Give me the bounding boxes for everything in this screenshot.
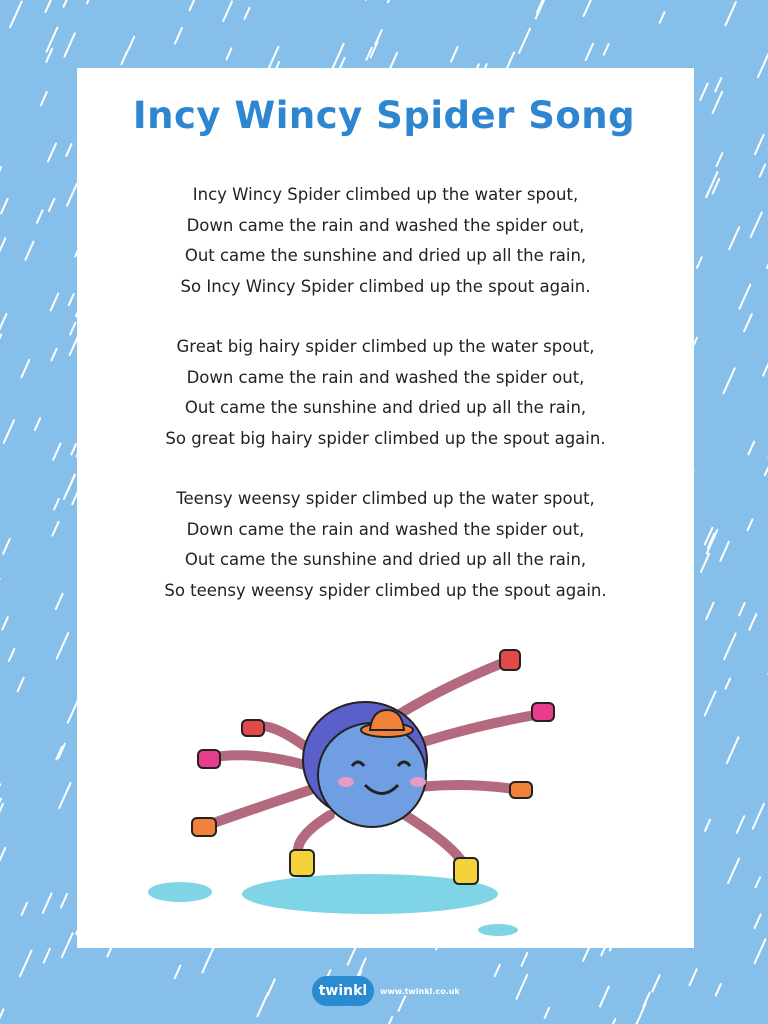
shoe-shape bbox=[198, 750, 220, 768]
lyric-line: Great big hairy spider climbed up the water spout, bbox=[176, 337, 595, 356]
raindrop-streak bbox=[697, 257, 702, 267]
raindrop-streak bbox=[64, 33, 74, 56]
raindrop-streak bbox=[64, 0, 70, 7]
raindrop-streak bbox=[64, 475, 75, 499]
verse-2 bbox=[77, 332, 694, 454]
raindrop-streak bbox=[53, 444, 60, 460]
spider-icon bbox=[140, 640, 580, 940]
raindrop-streak bbox=[18, 678, 24, 691]
raindrop-streak bbox=[52, 522, 58, 536]
raindrop-streak bbox=[0, 1009, 3, 1024]
raindrop-streak bbox=[610, 1019, 615, 1024]
raindrop-streak bbox=[758, 54, 768, 77]
raindrop-streak bbox=[749, 614, 756, 629]
raindrop-streak bbox=[202, 947, 213, 972]
raindrop-streak bbox=[652, 975, 659, 991]
raindrop-streak bbox=[760, 165, 765, 177]
footer-url[interactable]: www.twinkl.co.uk bbox=[380, 986, 460, 996]
twinkl-logo-icon[interactable]: twinkl bbox=[312, 976, 374, 1006]
raindrop-streak bbox=[67, 183, 77, 205]
raindrop-streak bbox=[495, 965, 500, 976]
raindrop-streak bbox=[739, 285, 750, 309]
raindrop-streak bbox=[1, 199, 7, 213]
verse-3 bbox=[77, 484, 694, 606]
cheek-shape bbox=[338, 777, 354, 787]
raindrop-streak bbox=[586, 44, 593, 60]
raindrop-streak bbox=[451, 47, 457, 61]
raindrop-streak bbox=[751, 212, 762, 237]
raindrop-streak bbox=[755, 939, 766, 963]
raindrop-streak bbox=[744, 314, 752, 331]
raindrop-streak bbox=[2, 617, 7, 629]
raindrop-streak bbox=[48, 144, 56, 162]
raindrop-streak bbox=[21, 360, 29, 377]
raindrop-streak bbox=[388, 0, 395, 2]
raindrop-streak bbox=[128, 37, 134, 50]
raindrop-streak bbox=[268, 979, 275, 995]
raindrop-streak bbox=[689, 969, 696, 985]
raindrop-streak bbox=[0, 238, 5, 262]
raindrop-streak bbox=[87, 0, 97, 3]
raindrop-streak bbox=[45, 0, 53, 12]
raindrop-streak bbox=[739, 603, 745, 615]
raindrop-streak bbox=[257, 993, 267, 1016]
raindrop-streak bbox=[725, 2, 735, 25]
lyric-line: So Incy Wincy Spider climbed up the spout again. bbox=[180, 276, 591, 296]
raindrop-streak bbox=[705, 692, 716, 716]
raindrop-streak bbox=[62, 933, 73, 957]
raindrop-streak bbox=[375, 30, 382, 44]
raindrop-streak bbox=[755, 135, 764, 154]
shoe-shape bbox=[510, 782, 532, 798]
raindrop-streak bbox=[223, 1, 232, 21]
raindrop-streak bbox=[43, 893, 52, 912]
raindrop-streak bbox=[0, 167, 1, 182]
raindrop-streak bbox=[727, 737, 739, 763]
shoe-shape bbox=[532, 703, 554, 721]
raindrop-streak bbox=[59, 783, 70, 808]
cheek-shape bbox=[410, 777, 426, 787]
raindrop-streak bbox=[728, 859, 739, 883]
page-title: Incy Wincy Spider Song bbox=[132, 94, 636, 137]
raindrop-streak bbox=[3, 539, 10, 553]
raindrop-streak bbox=[35, 418, 40, 430]
raindrop-streak bbox=[9, 649, 14, 661]
raindrop-streak bbox=[584, 0, 591, 16]
raindrop-streak bbox=[748, 520, 753, 531]
raindrop-streak bbox=[0, 848, 5, 863]
lyric-line: Teensy weensy spider climbed up the water spout, bbox=[176, 489, 595, 508]
raindrop-streak bbox=[54, 499, 59, 509]
lyric-line: So great big hairy spider climbed up the spout again. bbox=[165, 428, 606, 448]
raindrop-streak bbox=[729, 227, 739, 249]
raindrop-streak bbox=[22, 903, 27, 915]
puddle-shape bbox=[148, 882, 212, 902]
raindrop-streak bbox=[717, 153, 723, 166]
raindrop-streak bbox=[724, 368, 735, 393]
raindrop-streak bbox=[600, 987, 609, 1007]
raindrop-streak bbox=[716, 984, 721, 995]
raindrop-streak bbox=[49, 199, 54, 211]
raindrop-streak bbox=[763, 354, 768, 376]
lyric-line: Incy Wincy Spider climbed up the water spout, bbox=[192, 185, 579, 204]
raindrop-streak bbox=[516, 975, 527, 999]
raindrop-streak bbox=[0, 804, 3, 826]
shoe-shape bbox=[454, 858, 478, 884]
raindrop-streak bbox=[753, 804, 764, 829]
raindrop-streak bbox=[190, 0, 201, 10]
raindrop-streak bbox=[522, 953, 528, 966]
raindrop-streak bbox=[701, 554, 709, 572]
raindrop-streak bbox=[706, 603, 713, 619]
raindrop-streak bbox=[715, 78, 721, 91]
raindrop-streak bbox=[121, 51, 127, 64]
raindrop-streak bbox=[57, 633, 69, 659]
raindrop-streak bbox=[707, 530, 718, 553]
raindrop-streak bbox=[726, 678, 731, 688]
raindrop-streak bbox=[56, 594, 63, 609]
lyric-line: So teensy weensy spider climbed up the spout again. bbox=[164, 580, 607, 600]
raindrop-streak bbox=[536, 0, 544, 18]
raindrop-streak bbox=[705, 820, 710, 831]
raindrop-streak bbox=[226, 48, 231, 59]
lyric-line: Down came the rain and washed the spider out, bbox=[186, 519, 585, 539]
lyric-line: Out came the sunshine and dried up all the rain, bbox=[184, 246, 587, 265]
raindrop-streak bbox=[25, 242, 33, 260]
spider-head bbox=[318, 723, 426, 827]
raindrop-streak bbox=[756, 877, 761, 887]
raindrop-streak bbox=[604, 44, 609, 55]
shoe-shape bbox=[192, 818, 216, 836]
raindrop-streak bbox=[37, 210, 43, 222]
raindrop-streak bbox=[61, 894, 67, 908]
raindrop-streak bbox=[737, 816, 744, 833]
raindrop-streak bbox=[10, 2, 22, 28]
lyrics bbox=[77, 180, 694, 636]
raindrop-streak bbox=[69, 294, 74, 305]
shoe-shape bbox=[500, 650, 520, 670]
lyric-line: Out came the sunshine and dried up all the rain, bbox=[184, 550, 587, 569]
lyric-line: Down came the rain and washed the spider out, bbox=[186, 215, 585, 235]
raindrop-streak bbox=[545, 1008, 550, 1018]
raindrop-streak bbox=[724, 634, 735, 659]
verse-1 bbox=[77, 180, 694, 302]
raindrop-streak bbox=[71, 444, 76, 454]
raindrop-streak bbox=[66, 144, 71, 156]
raindrop-streak bbox=[388, 1017, 393, 1024]
raindrop-streak bbox=[44, 949, 50, 963]
shoe-shape bbox=[290, 850, 314, 876]
puddle-shape bbox=[478, 924, 518, 936]
raindrop-streak bbox=[51, 294, 59, 311]
raindrop-streak bbox=[755, 914, 761, 928]
raindrop-streak bbox=[0, 335, 1, 347]
raindrop-streak bbox=[51, 349, 56, 360]
raindrop-streak bbox=[70, 323, 75, 335]
raindrop-streak bbox=[660, 12, 665, 22]
lyric-line: Out came the sunshine and dried up all the rain, bbox=[184, 398, 587, 417]
raindrop-streak bbox=[748, 441, 754, 454]
raindrop-streak bbox=[20, 951, 31, 977]
raindrop-streak bbox=[720, 542, 728, 561]
shoe-shape bbox=[242, 720, 264, 736]
footer bbox=[312, 976, 460, 1006]
raindrop-streak bbox=[244, 8, 249, 19]
raindrop-streak bbox=[519, 29, 530, 53]
raindrop-streak bbox=[635, 1003, 645, 1024]
raindrop-streak bbox=[4, 420, 14, 443]
raindrop-streak bbox=[0, 314, 6, 330]
raindrop-streak bbox=[175, 28, 182, 44]
lyric-line: Down came the rain and washed the spider out, bbox=[186, 367, 585, 387]
raindrop-streak bbox=[175, 966, 181, 978]
